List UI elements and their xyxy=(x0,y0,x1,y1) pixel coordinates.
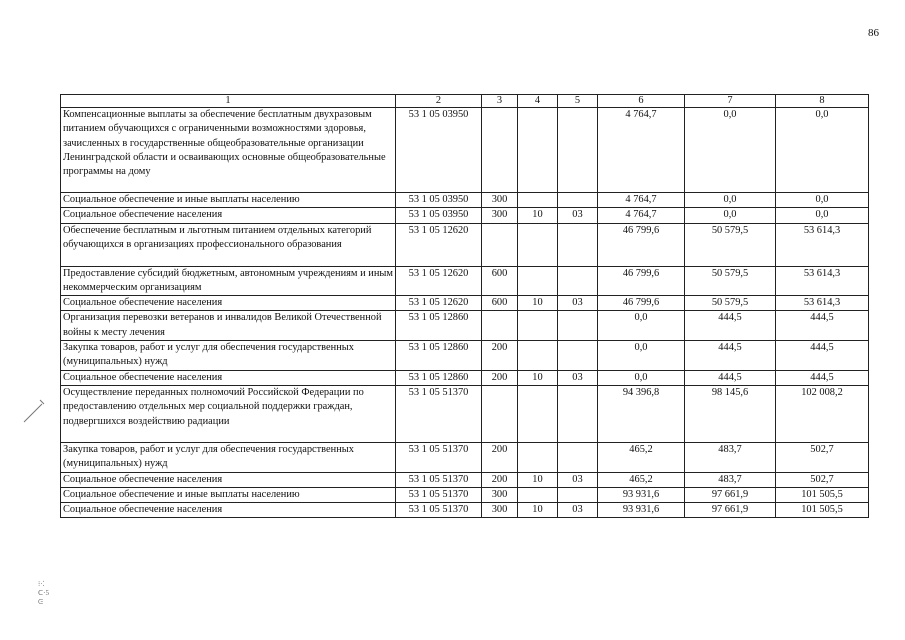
row-col-5: 03 xyxy=(558,503,598,518)
row-name: Социальное обеспечение и иные выплаты населению xyxy=(61,487,396,502)
row-name: Социальное обеспечение населения xyxy=(61,472,396,487)
row-value-8: 0,0 xyxy=(776,208,869,223)
row-value-7: 444,5 xyxy=(685,370,776,385)
row-value-8: 53 614,3 xyxy=(776,223,869,266)
table-row xyxy=(61,311,869,341)
row-col-3: 600 xyxy=(482,266,518,296)
row-name: Осуществление переданных полномочий Российской Федерации по предоставлению отдельных мер социальной поддержки граждан, подвергшихся воздействию радиации xyxy=(61,385,396,442)
row-code: 53 1 05 51370 xyxy=(396,442,482,472)
row-col-5 xyxy=(558,311,598,341)
row-col-3 xyxy=(482,108,518,193)
row-col-5: 03 xyxy=(558,370,598,385)
row-col-5: 03 xyxy=(558,472,598,487)
row-value-6: 465,2 xyxy=(598,442,685,472)
row-col-4 xyxy=(518,223,558,266)
row-col-3: 200 xyxy=(482,370,518,385)
row-code: 53 1 05 03950 xyxy=(396,208,482,223)
budget-table xyxy=(60,94,869,518)
row-col-4 xyxy=(518,341,558,371)
row-value-8: 444,5 xyxy=(776,370,869,385)
row-col-4: 10 xyxy=(518,472,558,487)
row-code: 53 1 05 51370 xyxy=(396,472,482,487)
row-code: 53 1 05 12860 xyxy=(396,370,482,385)
row-code: 53 1 05 51370 xyxy=(396,503,482,518)
row-value-7: 483,7 xyxy=(685,442,776,472)
row-value-7: 50 579,5 xyxy=(685,266,776,296)
row-col-3: 600 xyxy=(482,296,518,311)
row-value-6: 0,0 xyxy=(598,370,685,385)
row-name: Социальное обеспечение населения xyxy=(61,296,396,311)
table-row xyxy=(61,385,869,442)
row-value-8: 0,0 xyxy=(776,193,869,208)
row-value-8: 101 505,5 xyxy=(776,503,869,518)
row-col-5: 03 xyxy=(558,208,598,223)
row-col-4 xyxy=(518,108,558,193)
row-col-5 xyxy=(558,223,598,266)
header-col-1: 1 xyxy=(61,95,396,108)
row-name: Закупка товаров, работ и услуг для обеспечения государственных (муниципальных) нужд xyxy=(61,341,396,371)
row-value-7: 97 661,9 xyxy=(685,487,776,502)
row-code: 53 1 05 12620 xyxy=(396,223,482,266)
row-value-6: 4 764,7 xyxy=(598,208,685,223)
row-name: Компенсационные выплаты за обеспечение бесплатным двухразовым питанием обучающихся с ограниченными возможностями здоровья, зачисленных в государственные общеобразовательные организации Ленинградской области и осваивающих основные общеобразовательные программы на дому xyxy=(61,108,396,193)
row-value-7: 444,5 xyxy=(685,341,776,371)
row-name: Предоставление субсидий бюджетным, автономным учреждениям и иным некоммерческим организациям xyxy=(61,266,396,296)
row-value-8: 444,5 xyxy=(776,311,869,341)
row-code: 53 1 05 03950 xyxy=(396,193,482,208)
row-value-6: 46 799,6 xyxy=(598,296,685,311)
row-name: Социальное обеспечение населения xyxy=(61,208,396,223)
table-row xyxy=(61,108,869,193)
row-value-7: 0,0 xyxy=(685,108,776,193)
row-value-6: 94 396,8 xyxy=(598,385,685,442)
row-value-8: 502,7 xyxy=(776,442,869,472)
margin-scribble: ⁝·⁚ ᑕ·5 ᕮ xyxy=(38,580,49,606)
row-value-8: 101 505,5 xyxy=(776,487,869,502)
table-row xyxy=(61,472,869,487)
row-value-8: 502,7 xyxy=(776,472,869,487)
row-value-7: 0,0 xyxy=(685,208,776,223)
row-value-8: 102 008,2 xyxy=(776,385,869,442)
row-code: 53 1 05 51370 xyxy=(396,385,482,442)
table-row xyxy=(61,208,869,223)
row-name: Организация перевозки ветеранов и инвалидов Великой Отечественной войны к месту лечения xyxy=(61,311,396,341)
row-code: 53 1 05 12620 xyxy=(396,266,482,296)
row-col-3 xyxy=(482,223,518,266)
row-value-7: 50 579,5 xyxy=(685,223,776,266)
header-col-3: 3 xyxy=(482,95,518,108)
row-value-6: 0,0 xyxy=(598,311,685,341)
row-value-7: 50 579,5 xyxy=(685,296,776,311)
row-name: Закупка товаров, работ и услуг для обеспечения государственных (муниципальных) нужд xyxy=(61,442,396,472)
table-row xyxy=(61,341,869,371)
header-col-8: 8 xyxy=(776,95,869,108)
row-col-3: 200 xyxy=(482,472,518,487)
row-code: 53 1 05 03950 xyxy=(396,108,482,193)
row-name: Обеспечение бесплатным и льготным питанием отдельных категорий обучающихся в организациях профессионального образования xyxy=(61,223,396,266)
row-value-6: 46 799,6 xyxy=(598,223,685,266)
row-value-8: 53 614,3 xyxy=(776,266,869,296)
row-col-4 xyxy=(518,442,558,472)
header-col-7: 7 xyxy=(685,95,776,108)
row-col-3: 300 xyxy=(482,503,518,518)
row-col-5 xyxy=(558,385,598,442)
row-col-5 xyxy=(558,193,598,208)
table-row xyxy=(61,296,869,311)
row-value-6: 465,2 xyxy=(598,472,685,487)
row-col-5: 03 xyxy=(558,296,598,311)
table-row xyxy=(61,370,869,385)
row-value-6: 4 764,7 xyxy=(598,193,685,208)
margin-pen-mark xyxy=(22,398,48,424)
row-value-7: 483,7 xyxy=(685,472,776,487)
row-value-6: 46 799,6 xyxy=(598,266,685,296)
row-value-7: 98 145,6 xyxy=(685,385,776,442)
row-col-4 xyxy=(518,311,558,341)
row-col-4: 10 xyxy=(518,370,558,385)
row-code: 53 1 05 12860 xyxy=(396,341,482,371)
header-col-2: 2 xyxy=(396,95,482,108)
row-name: Социальное обеспечение населения xyxy=(61,370,396,385)
header-col-5: 5 xyxy=(558,95,598,108)
row-col-5 xyxy=(558,341,598,371)
row-value-6: 0,0 xyxy=(598,341,685,371)
row-value-7: 444,5 xyxy=(685,311,776,341)
table-row xyxy=(61,442,869,472)
row-value-6: 93 931,6 xyxy=(598,487,685,502)
row-col-5 xyxy=(558,487,598,502)
row-col-4: 10 xyxy=(518,208,558,223)
row-value-6: 4 764,7 xyxy=(598,108,685,193)
row-code: 53 1 05 12620 xyxy=(396,296,482,311)
row-col-4 xyxy=(518,266,558,296)
table-row xyxy=(61,193,869,208)
row-col-4 xyxy=(518,487,558,502)
row-col-4 xyxy=(518,385,558,442)
table-row xyxy=(61,223,869,266)
row-value-7: 0,0 xyxy=(685,193,776,208)
row-col-3: 200 xyxy=(482,442,518,472)
row-col-3: 300 xyxy=(482,193,518,208)
row-col-4 xyxy=(518,193,558,208)
row-col-5 xyxy=(558,442,598,472)
row-col-3: 200 xyxy=(482,341,518,371)
row-col-3: 300 xyxy=(482,208,518,223)
row-value-8: 444,5 xyxy=(776,341,869,371)
header-col-4: 4 xyxy=(518,95,558,108)
page-number: 86 xyxy=(868,27,879,39)
row-value-7: 97 661,9 xyxy=(685,503,776,518)
row-code: 53 1 05 12860 xyxy=(396,311,482,341)
row-col-4: 10 xyxy=(518,296,558,311)
row-col-4: 10 xyxy=(518,503,558,518)
table-row xyxy=(61,487,869,502)
row-col-3 xyxy=(482,385,518,442)
row-value-8: 0,0 xyxy=(776,108,869,193)
row-name: Социальное обеспечение населения xyxy=(61,503,396,518)
row-code: 53 1 05 51370 xyxy=(396,487,482,502)
header-row xyxy=(61,95,869,108)
row-col-5 xyxy=(558,108,598,193)
row-value-6: 93 931,6 xyxy=(598,503,685,518)
table-row xyxy=(61,503,869,518)
row-name: Социальное обеспечение и иные выплаты населению xyxy=(61,193,396,208)
row-col-3 xyxy=(482,311,518,341)
row-value-8: 53 614,3 xyxy=(776,296,869,311)
row-col-5 xyxy=(558,266,598,296)
row-col-3: 300 xyxy=(482,487,518,502)
table-row xyxy=(61,266,869,296)
header-col-6: 6 xyxy=(598,95,685,108)
